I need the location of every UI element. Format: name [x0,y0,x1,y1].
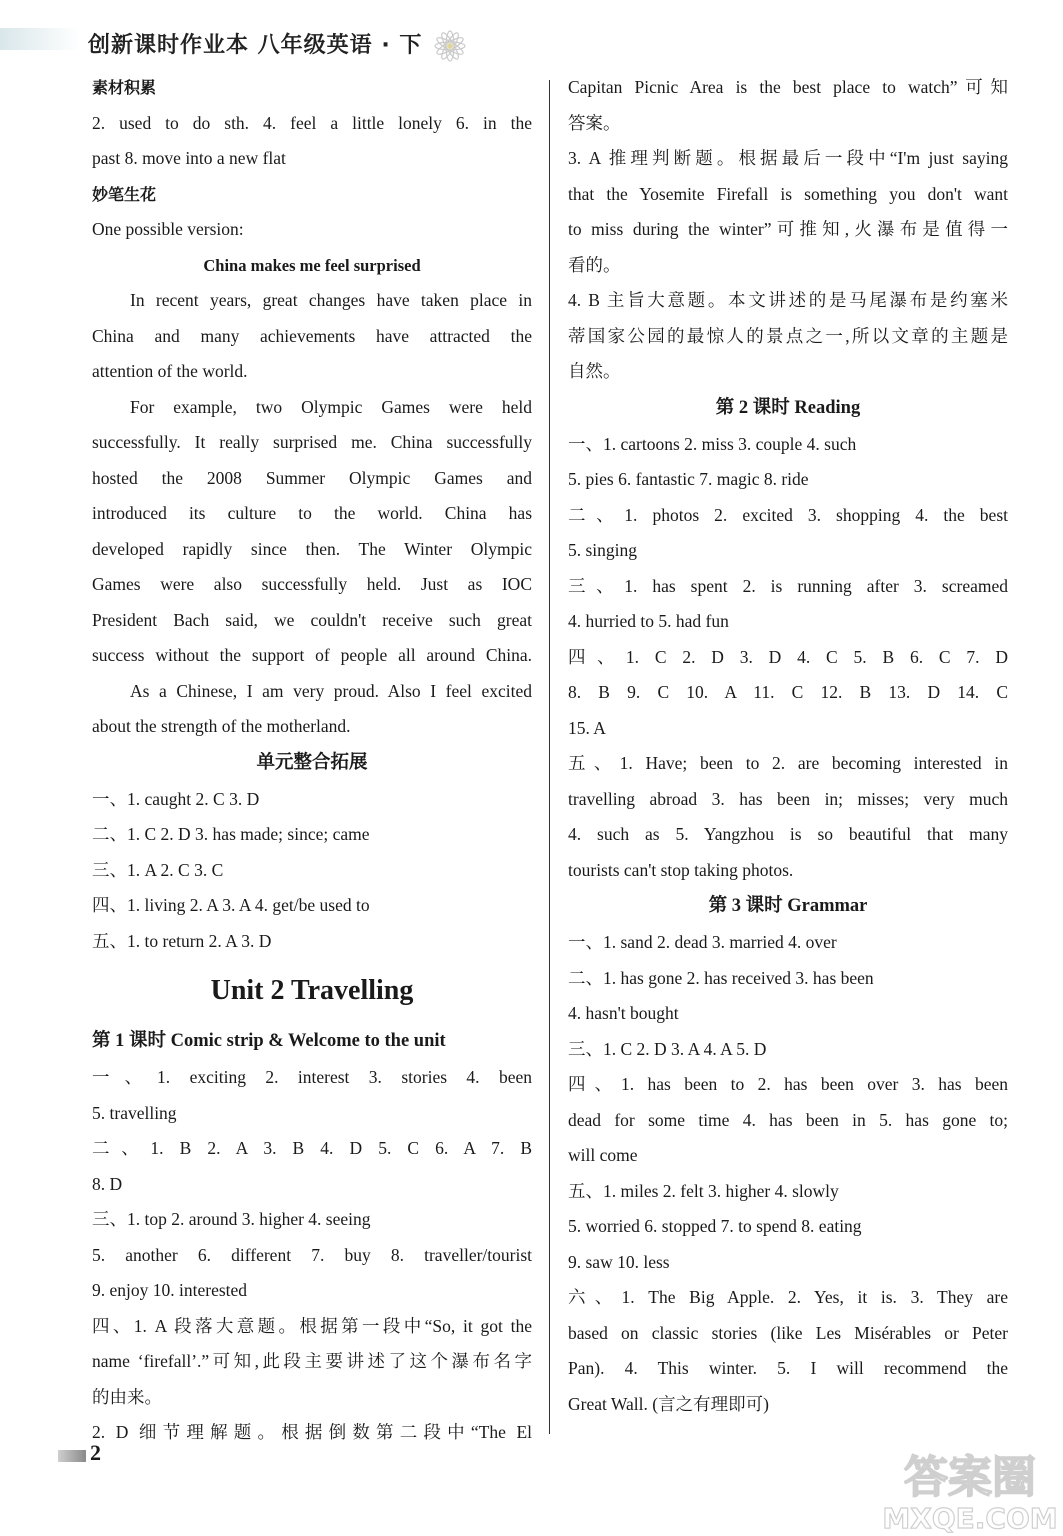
answer-line: 四、1. A 段落大意题。根据第一段中“So, it got the [92,1315,532,1336]
answer-line: about the strength of the motherland. [92,716,351,736]
answer-line: 三、1. A 2. C 3. C [92,859,224,880]
answer-line: 3. A 推理判断题。根据最后一段中“I'm just saying [568,148,1008,168]
answer-line: 五、1. Have; been to 2. are becoming interested in [568,753,1008,773]
answer-line: 三、1. has spent 2. is running after 3. screamed [568,575,1008,596]
answer-line: 二、1. photos 2. excited 3. shopping 4. the best [568,504,1008,525]
answer-line: tourists can't stop taking photos. [568,859,794,880]
answer-line: 二、1. B 2. A 3. B 4. D 5. C 6. A 7. B [92,1138,532,1158]
answer-line: developed rapidly since then. The Winter Olympic [92,538,532,559]
page-header [0,0,1063,70]
lesson-heading: 单元整合拓展 [256,752,368,773]
answer-line: 三、1. top 2. around 3. higher 4. seeing [92,1209,371,1229]
answer-line: Pan). 4. This winter. 5. I will recommend the [568,1358,1008,1378]
answer-line: 8. B 9. C 10. A 11. C 12. B 13. D 14. C [568,682,1008,702]
answer-line: dead for some time 4. has been in 5. has gone to; [568,1109,1008,1130]
answer-line: 5. worried 6. stopped 7. to spend 8. eating [568,1216,862,1236]
right-column [568,70,1008,1422]
section-heading: 妙笔生花 [92,184,157,204]
answer-line: based on classic stories (like Les Misérables or Peter [568,1322,1008,1343]
answer-line: introduced its culture to the world. China has [92,503,532,523]
page-number-text: 2 [90,1440,101,1465]
answer-line: to miss during the winter”可推知,火瀑布是值得一 [568,219,1008,239]
answer-line: 三、1. C 2. D 3. A 4. A 5. D [568,1038,767,1059]
lesson-heading: 第 1 课时 Comic strip & Welcome to the unit [92,1031,446,1051]
watermark-text: 答案圈 [904,1452,1036,1503]
answer-line: 5. singing [568,540,638,560]
answer-line: 五、1. to return 2. A 3. D [92,930,272,951]
column-divider [549,80,550,1434]
answer-line: 一、1. caught 2. C 3. D [92,788,260,809]
answer-line: attention of the world. [92,361,248,381]
answer-line: 2. used to do sth. 4. feel a little lonely 6. in the [92,112,532,133]
answer-line: 5. travelling [92,1102,177,1123]
unit-title: Unit 2 Travelling [210,975,414,1006]
flower-icon [424,26,476,66]
lesson-heading: 第 3 课时 Grammar [708,896,868,916]
header-decoration-bar [0,28,80,50]
answer-line: name ‘firefall’.”可知,此段主要讲述了这个瀑布名字 [92,1351,532,1371]
answer-line: travelling abroad 3. has been in; misses; very much [568,788,1008,809]
answer-line: 四、1. living 2. A 3. A 4. get/be used to [92,895,370,915]
page-tab-icon [58,1450,86,1462]
answer-line: China and many achievements have attracted the [92,325,532,346]
answer-line: 一、1. exciting 2. interest 3. stories 4. been [92,1067,532,1087]
answer-line: In recent years, great changes have taken place in [130,290,532,310]
answer-line: 五、1. miles 2. felt 3. higher 4. slowly [568,1180,839,1201]
answer-line: 8. D [92,1173,123,1194]
answer-line: 六、1. The Big Apple. 2. Yes, it is. 3. They are [568,1287,1008,1307]
answer-line: 5. pies 6. fantastic 7. magic 8. ride [568,469,809,489]
answer-line: 9. saw 10. less [568,1251,670,1272]
answer-line: 9. enjoy 10. interested [92,1280,248,1300]
answer-line: 一、1. cartoons 2. miss 3. couple 4. such [568,433,857,454]
lesson-heading: 第 2 课时 Reading [715,397,861,418]
answer-line: 4. hasn't bought [568,1003,679,1023]
answer-line: will come [568,1145,638,1165]
answer-line: 四、1. has been to 2. has been over 3. has been [568,1074,1008,1094]
watermark-logo [880,1440,1060,1536]
section-heading: 素材积累 [92,78,157,97]
answer-line: 看的。 [568,254,621,275]
answer-line: Games were also successfully held. Just as IOC [92,574,532,594]
watermark-url: MXQE.COM [882,1502,1058,1535]
answer-line: hosted the 2008 Summer Olympic Games and [92,467,532,488]
answer-line: 4. such as 5. Yangzhou is so beautiful that many [568,824,1008,844]
answer-line: successfully. It really surprised me. China successfully [92,432,532,452]
answer-line: 2. D 细节理解题。根据倒数第二段中“The El [92,1422,532,1442]
answer-line: 15. A [568,717,606,738]
answer-line: success without the support of people all around China. [92,645,532,665]
answer-line: 四、1. C 2. D 3. D 4. C 5. B 6. C 7. D [568,646,1008,667]
answer-line: 4. B 主旨大意题。本文讲述的是马尾瀑布是约塞米 [568,290,1008,310]
answer-line: 二、1. has gone 2. has received 3. has been [568,967,874,988]
answer-line: One possible version: [92,219,244,239]
answer-line: 5. another 6. different 7. buy 8. traveller/tourist [92,1244,532,1265]
essay-title: China makes me feel surprised [203,255,421,275]
answer-line: 蒂国家公园的最惊人的景点之一,所以文章的主题是 [568,325,1008,346]
answer-line: 一、1. sand 2. dead 3. married 4. over [568,932,837,952]
answer-line: For example, two Olympic Games were held [130,396,532,417]
answer-line: 4. hurried to 5. had fun [568,611,729,631]
answer-line: 答案。 [568,112,621,133]
answer-line: As a Chinese, I am very proud. Also I feel excited [130,680,532,701]
left-column [92,70,532,1451]
answer-line: 的由来。 [92,1386,162,1407]
answer-line: 自然。 [568,361,621,381]
answer-line: President Bach said, we couldn't receive such great [92,609,532,630]
answer-line: past 8. move into a new flat [92,148,286,168]
answer-line: that the Yosemite Firefall is something you don't want [568,183,1008,204]
answer-line: Capitan Picnic Area is the best place to watch”可知 [568,77,1008,97]
answer-line: Great Wall. (言之有理即可) [568,1393,769,1414]
answer-line: 二、1. C 2. D 3. has made; since; came [92,824,370,844]
header-title: 创新课时作业本 八年级英语 · 下 [88,33,423,58]
